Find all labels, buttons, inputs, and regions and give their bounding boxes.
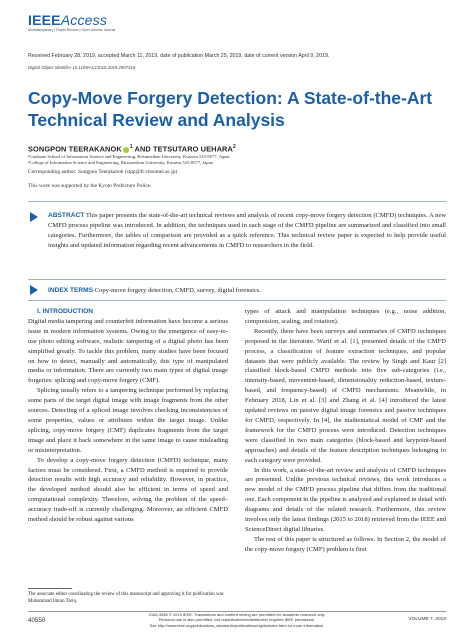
abstract-marker-icon <box>28 211 40 223</box>
publication-dates: Received February 28, 2019, accepted March 11, 2019, date of publication March 25, 2019, date of current version April 9, 2019. <box>28 53 330 59</box>
body-column-left <box>28 307 228 525</box>
page-number: 40550 <box>28 617 46 624</box>
divider-top <box>28 201 446 202</box>
author-1: SONGPON TEERAKANOK <box>28 144 122 154</box>
author-2-affil-mark: 2 <box>232 144 236 150</box>
volume-label: VOLUME 7, 2019 <box>408 617 446 622</box>
paper-title: Copy-Move Forgery Detection: A State-of-the-Art Technical Review and Analysis <box>28 88 433 130</box>
abstract <box>48 211 446 251</box>
paragraph: In this work, a state-of-the-art review and analysis of CMFD techniques are presented. Unlike previous technical reviews, this work introduces a new model of the CMFD process pipeline that differs from the traditional one. Each component in the pipeline is analyzed and explained in detail with diagrams and details of the related research. Furthermore, this review involves only the latest findings (2015 to 2018) retrieved from the IEEE and ScienceDirect digital libraries. <box>245 466 446 533</box>
index-terms <box>48 286 446 296</box>
affiliation-2: ²College of Information Science and Engineering, Ritsumeikan University, Kusatsu 525-8577, Japan <box>28 160 213 165</box>
footnote-rule <box>28 588 72 589</box>
author-line <box>28 144 236 153</box>
paragraph: Digital media tampering and counterfeit information have become a serious issue in modern information systems. Owing to the emergence of easy-to-use photo editing software, realistic tampering of a digital photo has been simplified greatly. To tackle this problem, many studies have been focused on how to detect, manually and automatically, this type of manipulated media or information. There are currently two main types of digital image forgeries: splicing and copy-move forgery (CMF). <box>28 317 228 385</box>
index-terms-text: Copy-move forgery detection, CMFD, survey, digital forensics. <box>93 287 262 294</box>
abstract-label: ABSTRACT <box>48 212 85 219</box>
index-terms-label: INDEX TERMS <box>48 287 94 294</box>
funding-note: This work was supported by the Kyoto Prefecture Police. <box>28 183 152 189</box>
logo-ieee: IEEE <box>28 12 61 28</box>
author-1-affil-mark: 1 <box>129 144 133 150</box>
body-column-right <box>245 307 446 555</box>
journal-tagline: Multidisciplinary | Rapid Review | Open Access Journal <box>28 28 116 32</box>
abstract-text: This paper presents the state-of-the-art technical reviews and analysis of recent copy-move forgery detection (CMFD) techniques. A new CMFD process pipeline was introduced. In addition, the techniques used in each stage of the CMFD pipeline are summarized and classified into small categories. Furthermore, the tables of comparison are provided as a quick reference. This technical review paper is expected to help provide useful insights and updated information regarding recent advancements in CMFD to researchers in the field. <box>48 212 446 249</box>
copyright-notice <box>122 612 352 628</box>
divider-mid <box>28 279 446 280</box>
copyright-line-1: 2169-3536 © 2019 IEEE. Translations and content mining are permitted for academic research only. <box>148 612 326 617</box>
author-2: AND TETSUTARO UEHARA <box>132 144 233 154</box>
affiliation-1: ¹Graduate School of Information Science and Engineering, Ritsumeikan University, Kusatsu 525-8577, Japan <box>28 154 230 159</box>
footnote: The associate editor coordinating the review of this manuscript and approving it for publication was Muhammad Imran Tariq. <box>28 592 224 605</box>
divider-bottom <box>28 300 446 301</box>
index-terms-marker-icon <box>28 284 40 296</box>
orcid-icon[interactable] <box>123 147 129 153</box>
corresponding-author: Corresponding author: Songpon Teerakanok (stpp@fc.ritsumei.ac.jp) <box>28 169 178 175</box>
doi-line: Digital Object Identifier 10.1109/ACCESS.2019.2907316 <box>28 65 136 70</box>
journal-logo <box>28 12 107 28</box>
copyright-line-3[interactable]: See http://www.ieee.org/publications_standards/publications/rights/index.html for more information. <box>149 622 325 628</box>
paragraph: Recently, there have been surveys and summaries of CMFD techniques proposed in the literature. Warif et al. [1], presented details of the CMFD process, a classification of feature extraction techniques, and popular datasets that were publicly available. The review by Singh and Kaur [2] classified block-based CMFD methods into five sub-categories (i.e., intensity-based, movement-based, dimensionality reduction-based, texture-based, and frequency-based) of CMFD mechanisms. Meanwhile, in February 2018, Lin et al. [3] and Zhang et al. [4] introduced the latest updated reviews on passive digital image forensics and passive techniques for CMFD, respectively. In [4], the mathematical model of CMF and the framework for the CMFD process were introduced. Detection techniques were classified in two main categories (block-based and keypoint-based approaches) and details of the feature description techniques belonging to each category were provided. <box>245 327 446 464</box>
paragraph: types of attack and manipulation techniques (e.g., noise addition, compression, scaling, and rotation). <box>245 308 446 325</box>
logo-access: Access <box>60 12 108 28</box>
copyright-line-2: Personal use is also permitted, but republication/redistribution requires IEEE permission. <box>158 617 316 623</box>
paragraph: Splicing usually refers to a tampering technique performed by replacing some parts of the target digital image with image fragments from the other sources. Detecting of a spliced image involves checking inconsistencies of some properties, values or attributes within the target image. Unlike splicing, copy-move forgery (CMF) duplicates fragments from the target image and place it back somewhere in the same image to cause misleading or misinterpretation. <box>28 387 228 454</box>
paragraph: The rest of this paper is structured as follows. In Section 2, the model of the copy-move forgery (CMF) problem is first <box>245 535 446 553</box>
paragraph: To develop a copy-move forgery detection (CMFD) technique, many factors must be considered. First, a CMFD method is required to provide detection results with high accuracy and reliability. However, in practice, the developed method should also be efficient in terms of speed and computational complexity. Therefore, solving the problem of the speed–accuracy trade-off is currently challenging. Moreover, an efficient CMFD method should be robust against various <box>28 456 228 524</box>
section-heading-introduction: I. INTRODUCTION <box>37 308 94 315</box>
